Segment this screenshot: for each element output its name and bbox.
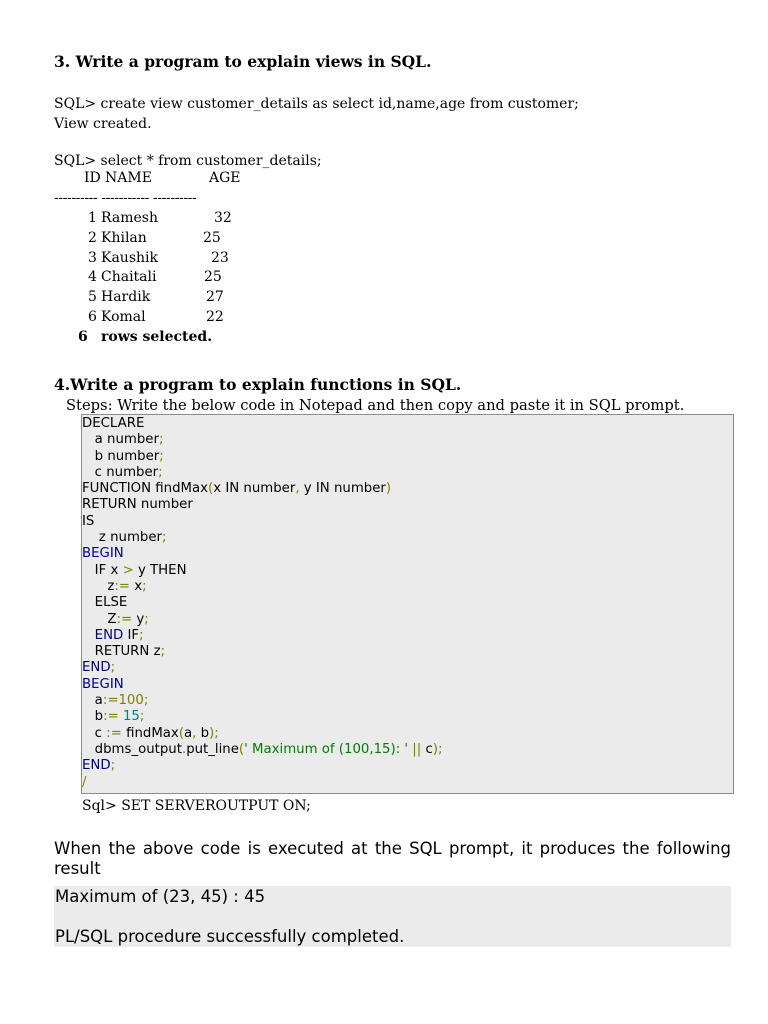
row-age: 25 bbox=[203, 230, 221, 246]
code-line bbox=[82, 563, 442, 579]
output-line-success: PL/SQL procedure successfully completed. bbox=[55, 927, 405, 946]
code-token: ; bbox=[143, 693, 149, 709]
row-id: 5 bbox=[88, 289, 97, 305]
code-token: RETURN z bbox=[82, 644, 161, 660]
code-token: ( bbox=[208, 481, 214, 497]
code-line bbox=[82, 758, 442, 774]
code-token: ( bbox=[178, 725, 185, 741]
code-token: END bbox=[82, 627, 124, 643]
code-token: IF x bbox=[82, 562, 123, 578]
create-view-result: View created. bbox=[54, 116, 152, 132]
row-id: 6 bbox=[88, 309, 97, 325]
code-token: z bbox=[82, 578, 115, 594]
code-token: z number bbox=[82, 530, 163, 546]
steps-instruction: Steps: Write the below code in Notepad and then copy and paste it in SQL prompt. bbox=[66, 397, 685, 414]
row-id: 3 bbox=[88, 250, 97, 266]
code-token: x IN number bbox=[213, 481, 296, 497]
section3-heading: 3. Write a program to explain views in SQL. bbox=[54, 52, 432, 71]
rows-count: 6 bbox=[78, 329, 88, 345]
section4-heading: 4.Write a program to explain functions in SQL. bbox=[54, 375, 462, 394]
code-token: b bbox=[82, 709, 104, 725]
code-token: := bbox=[106, 725, 122, 741]
code-token: ; bbox=[139, 709, 145, 725]
code-token: findMax bbox=[121, 725, 179, 741]
code-line bbox=[82, 530, 442, 546]
code-token: ); bbox=[209, 725, 219, 741]
code-listing bbox=[82, 416, 442, 791]
code-token: ' Maximum of (100,15): ' bbox=[244, 741, 409, 757]
code-token: END bbox=[82, 660, 111, 676]
code-token: a bbox=[82, 693, 103, 709]
row-age: 23 bbox=[211, 250, 229, 266]
code-line bbox=[82, 579, 442, 595]
code-token: DECLARE bbox=[82, 416, 145, 431]
code-token: 15 bbox=[118, 709, 140, 725]
create-view-command: SQL> create view customer_details as select id,name,age from customer; bbox=[54, 96, 579, 112]
row-age: 22 bbox=[206, 309, 224, 325]
row-name: Komal bbox=[101, 309, 146, 325]
code-token: ; bbox=[158, 432, 164, 448]
code-token: END bbox=[82, 758, 111, 774]
code-line bbox=[82, 742, 442, 758]
code-line bbox=[82, 465, 442, 481]
code-token: ; bbox=[160, 644, 166, 660]
code-token: IS bbox=[82, 513, 95, 529]
code-line bbox=[82, 693, 442, 709]
code-line bbox=[82, 726, 442, 742]
code-token: Z bbox=[82, 611, 117, 627]
row-name: Kaushik bbox=[101, 250, 158, 266]
code-token: 100 bbox=[118, 693, 144, 709]
code-token: BEGIN bbox=[82, 546, 124, 562]
code-token: ; bbox=[139, 627, 144, 643]
code-token: , bbox=[295, 481, 300, 497]
code-token: := bbox=[103, 709, 119, 725]
code-line bbox=[82, 497, 442, 513]
code-token: c bbox=[82, 725, 107, 741]
code-token: x bbox=[129, 578, 143, 594]
row-age: 25 bbox=[204, 269, 222, 285]
code-token: / bbox=[82, 774, 87, 790]
code-line bbox=[82, 481, 442, 497]
code-token: . bbox=[181, 741, 187, 757]
code-token: ; bbox=[159, 448, 164, 464]
code-token: y THEN bbox=[133, 562, 187, 578]
code-line bbox=[82, 677, 442, 693]
code-token: := bbox=[102, 693, 119, 709]
code-token: b bbox=[196, 725, 210, 741]
row-name: Ramesh bbox=[101, 210, 158, 226]
code-token: , bbox=[192, 725, 197, 741]
code-token: > bbox=[122, 562, 134, 578]
code-token: put_line bbox=[186, 741, 239, 757]
code-token: RETURN number bbox=[82, 497, 193, 513]
rows-selected-label: rows selected. bbox=[101, 329, 213, 345]
table-separator: ---------- ----------- ---------- bbox=[54, 190, 197, 206]
row-id: 4 bbox=[88, 269, 97, 285]
row-id: 2 bbox=[88, 230, 97, 246]
code-token: dbms_output bbox=[82, 741, 182, 757]
code-token: ( bbox=[238, 741, 245, 757]
code-line bbox=[82, 628, 442, 644]
row-name: Khilan bbox=[101, 230, 147, 246]
code-token: IF bbox=[123, 627, 140, 643]
row-age: 27 bbox=[206, 289, 224, 305]
code-line bbox=[82, 432, 442, 448]
code-line bbox=[82, 449, 442, 465]
row-id: 1 bbox=[88, 210, 97, 226]
code-token: y IN number bbox=[299, 481, 386, 497]
code-token: FUNCTION findMax bbox=[82, 481, 209, 497]
code-token: ); bbox=[432, 741, 443, 757]
code-token: := bbox=[116, 611, 133, 627]
row-name: Chaitali bbox=[101, 269, 157, 285]
code-token: ELSE bbox=[82, 595, 128, 611]
code-token: ; bbox=[142, 578, 147, 594]
result-intro: When the above code is executed at the SQL prompt, it produces the following result bbox=[54, 839, 731, 878]
output-line-max: Maximum of (23, 45) : 45 bbox=[55, 887, 266, 906]
code-line bbox=[82, 514, 442, 530]
code-line bbox=[82, 546, 442, 562]
code-token: b number bbox=[82, 448, 160, 464]
code-token: a number bbox=[82, 432, 159, 448]
code-line bbox=[82, 416, 442, 432]
serveroutput-command: Sql> SET SERVEROUTPUT ON; bbox=[82, 798, 311, 814]
code-token: BEGIN bbox=[82, 676, 124, 692]
code-line bbox=[82, 595, 442, 611]
code-line bbox=[82, 644, 442, 660]
code-token: || bbox=[412, 741, 422, 757]
code-token: a bbox=[184, 725, 193, 741]
code-line bbox=[82, 660, 442, 676]
code-token: ; bbox=[162, 530, 167, 546]
code-token: ; bbox=[144, 611, 149, 627]
code-token: ; bbox=[110, 758, 116, 774]
code-token: ) bbox=[385, 481, 392, 497]
code-token: ; bbox=[110, 660, 116, 676]
column-header-age: AGE bbox=[209, 170, 241, 186]
code-token: := bbox=[114, 578, 130, 594]
row-name: Hardik bbox=[101, 289, 151, 305]
code-token: ; bbox=[158, 464, 163, 480]
select-command: SQL> select * from customer_details; bbox=[54, 153, 322, 169]
code-token: c number bbox=[82, 464, 159, 480]
code-line bbox=[82, 612, 442, 628]
code-line bbox=[82, 709, 442, 725]
code-line bbox=[82, 775, 442, 791]
code-token: c bbox=[421, 741, 433, 757]
column-header-name: NAME bbox=[105, 170, 152, 186]
row-age: 32 bbox=[214, 210, 232, 226]
code-token: y bbox=[132, 611, 145, 627]
column-header-id: ID bbox=[84, 170, 101, 186]
